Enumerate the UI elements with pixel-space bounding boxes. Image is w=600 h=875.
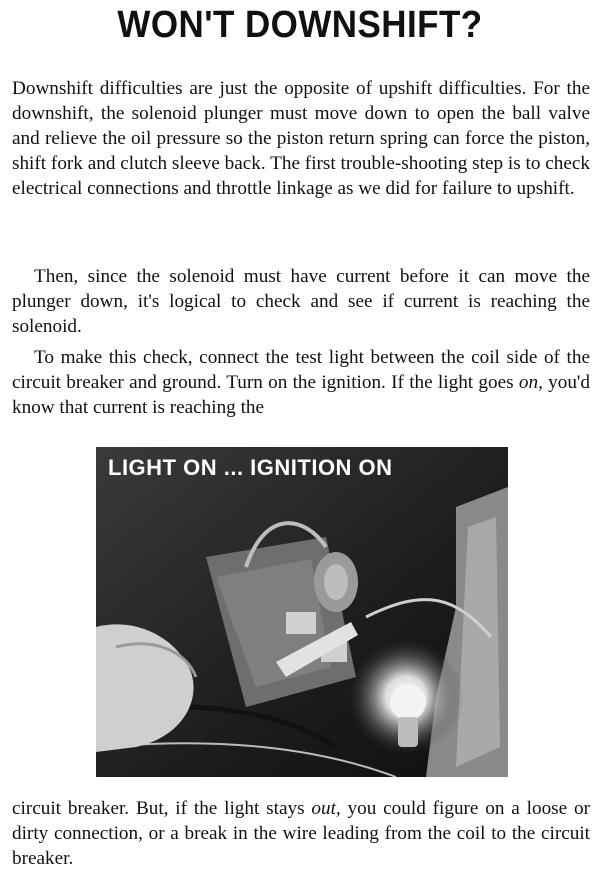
paragraph-light-out-text-a: circuit breaker. But, if the light stays — [12, 798, 312, 819]
paragraph-light-out-text-b: you could figure on a loose or dirty connection, or a break in the wire leading from the coil to the circuit breaker. — [12, 798, 590, 869]
paragraph-light-out-emphasis: out, — [311, 798, 341, 819]
paragraph-test-light — [12, 345, 590, 420]
page-title: WON'T DOWNSHIFT? — [117, 4, 483, 46]
paragraph-solenoid-current: Then, since the solenoid must have current before it can move the plunger down, it's logical to check and see if current is reaching the solenoid. — [12, 266, 590, 337]
photo-caption: LIGHT ON ... IGNITION ON — [108, 455, 393, 480]
photo-test-light — [96, 447, 508, 777]
paragraph-intro: Downshift difficulties are just the opposite of upshift difficulties. For the downshift, the solenoid plunger must move down to open the ball valve and relieve the oil pressure so the piston return spring can force the piston, shift fork and clutch sleeve back. The first trouble-shooting step is to check electrical connections and throttle linkage as we did for failure to upshift. — [12, 78, 590, 199]
paragraph-test-light-text-a: To make this check, connect the test light between the coil side of the circuit breaker and ground. Turn on the ignition. If the light goes — [12, 347, 590, 393]
paragraph-test-light-text-b: you'd know that current is reaching the — [12, 372, 590, 418]
paragraph-test-light-emphasis: on, — [518, 372, 543, 393]
paragraph-light-out — [12, 796, 590, 871]
photo-illustration — [96, 447, 508, 777]
